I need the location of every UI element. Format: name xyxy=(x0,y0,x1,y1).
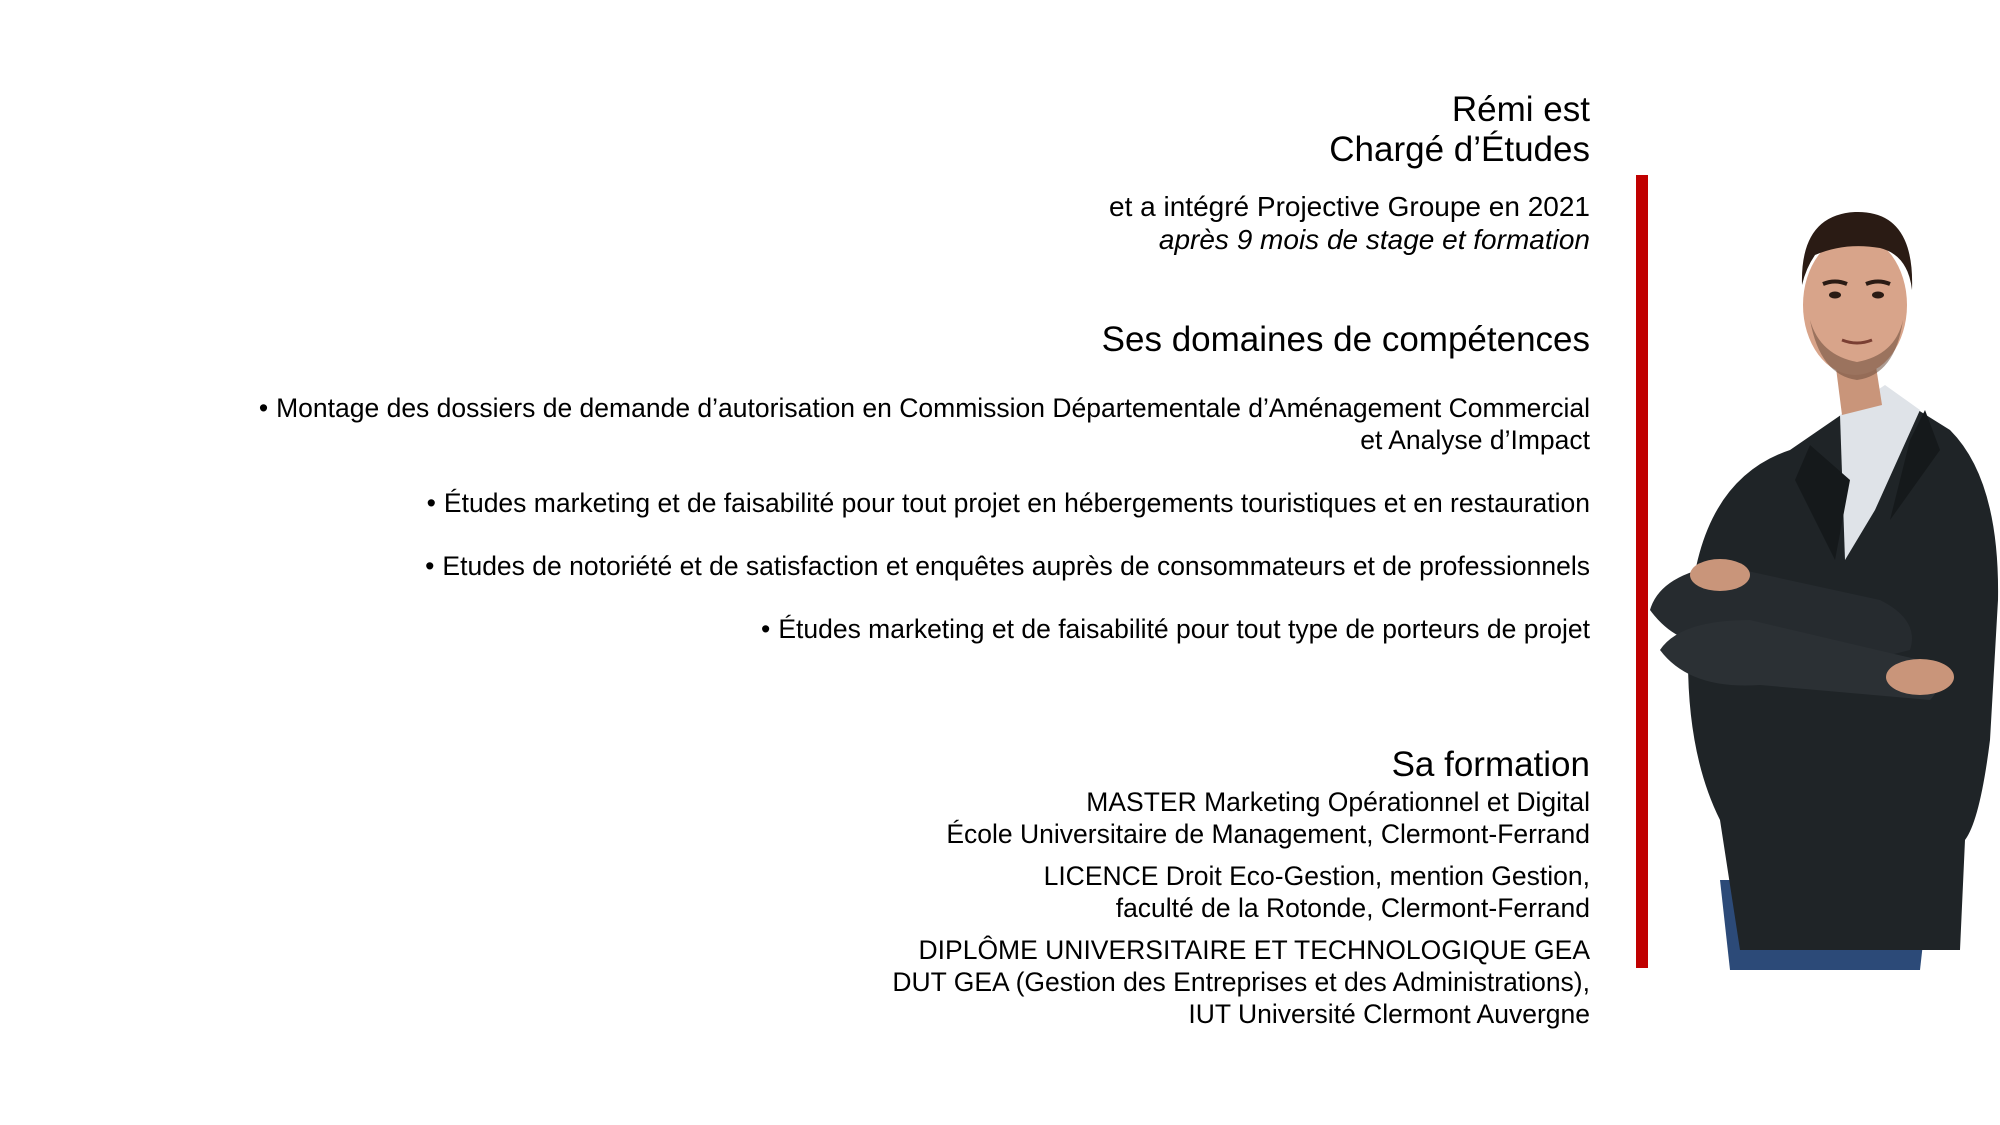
bullet-icon: • xyxy=(761,614,771,644)
bullet-icon: • xyxy=(425,551,435,581)
degree-item xyxy=(892,786,1590,850)
skill-item xyxy=(190,550,1590,582)
skills-title: Ses domaines de compétences xyxy=(1101,320,1590,359)
degree-line: École Universitaire de Management, Clermont-Ferrand xyxy=(946,819,1590,849)
formation-title: Sa formation xyxy=(1391,745,1590,784)
degree-line: DUT GEA (Gestion des Entreprises et des Administrations), xyxy=(892,967,1590,997)
degree-line: LICENCE Droit Eco-Gestion, mention Gestion, xyxy=(1043,861,1590,891)
degree-line: MASTER Marketing Opérationnel et Digital xyxy=(1086,787,1590,817)
joined-text: et a intégré Projective Groupe en 2021 xyxy=(1109,191,1590,222)
degree-line: faculté de la Rotonde, Clermont-Ferrand xyxy=(1115,893,1590,923)
skill-item xyxy=(190,487,1590,519)
skill-item xyxy=(190,613,1590,645)
skill-text-continued: et Analyse d’Impact xyxy=(1360,425,1590,455)
bullet-icon: • xyxy=(426,488,436,518)
profile-heading xyxy=(1329,90,1590,170)
person-role: Chargé d’Études xyxy=(1329,130,1590,169)
formation-list xyxy=(892,786,1590,1040)
skill-text: Montage des dossiers de demande d’autorisation en Commission Départementale d’Aménagement Commercial xyxy=(276,393,1590,423)
degree-line: DIPLÔME UNIVERSITAIRE ET TECHNOLOGIQUE GEA xyxy=(918,935,1590,965)
skills-list xyxy=(190,392,1590,676)
degree-item xyxy=(892,860,1590,924)
portrait-photo xyxy=(1620,180,2000,970)
skill-text: Études marketing et de faisabilité pour tout projet en hébergements touristiques et en restauration xyxy=(443,488,1590,518)
bullet-icon: • xyxy=(258,393,269,423)
degree-item xyxy=(892,934,1590,1030)
degree-line: IUT Université Clermont Auvergne xyxy=(1188,999,1590,1029)
internship-note: après 9 mois de stage et formation xyxy=(1158,224,1590,255)
skill-item xyxy=(190,392,1590,456)
person-name: Rémi est xyxy=(1451,90,1590,129)
skill-text: Études marketing et de faisabilité pour tout type de porteurs de projet xyxy=(778,614,1590,644)
skill-text: Etudes de notoriété et de satisfaction et enquêtes auprès de consommateurs et de professionnels xyxy=(442,551,1590,581)
intro-block xyxy=(1109,190,1590,256)
